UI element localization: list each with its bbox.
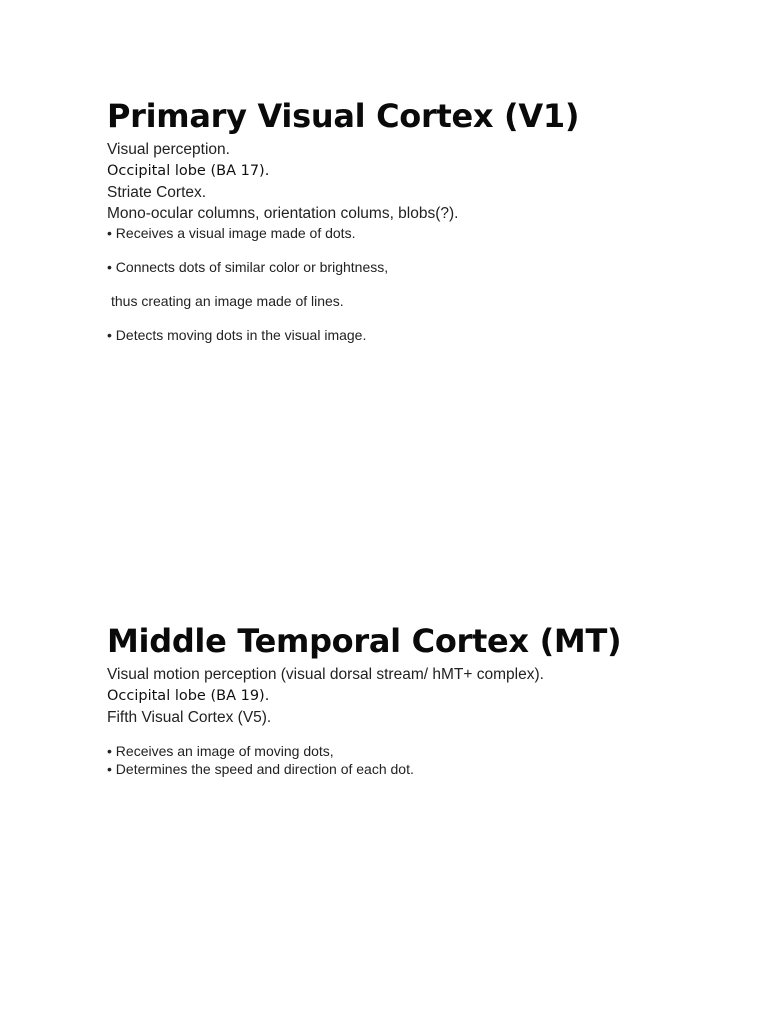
description-line: Striate Cortex. (107, 184, 207, 201)
bullet-item: • Detects moving dots in the visual image. (107, 327, 367, 343)
section-middle-temporal-cortex (107, 621, 727, 778)
bullet-continuation: thus creating an image made of lines. (111, 293, 344, 309)
section-title: Middle Temporal Cortex (MT) (107, 622, 622, 660)
description-line: Visual perception. (107, 141, 230, 158)
bullet-item: • Determines the speed and direction of each dot. (107, 761, 414, 777)
description-line: Mono-ocular columns, orientation colums, blobs(?). (107, 205, 459, 222)
location-line: Occipital lobe (BA 19). (107, 688, 270, 704)
bullet-item: • Receives an image of moving dots, (107, 743, 334, 759)
description-line: Visual motion perception (visual dorsal stream/ hMT+ complex). (107, 666, 544, 683)
description-line: Fifth Visual Cortex (V5). (107, 709, 272, 726)
bullet-item: • Receives a visual image made of dots. (107, 225, 356, 241)
section-primary-visual-cortex (107, 96, 727, 344)
location-line: Occipital lobe (BA 17). (107, 163, 270, 179)
section-title: Primary Visual Cortex (V1) (107, 97, 580, 135)
bullet-item: • Connects dots of similar color or brightness, (107, 259, 389, 275)
